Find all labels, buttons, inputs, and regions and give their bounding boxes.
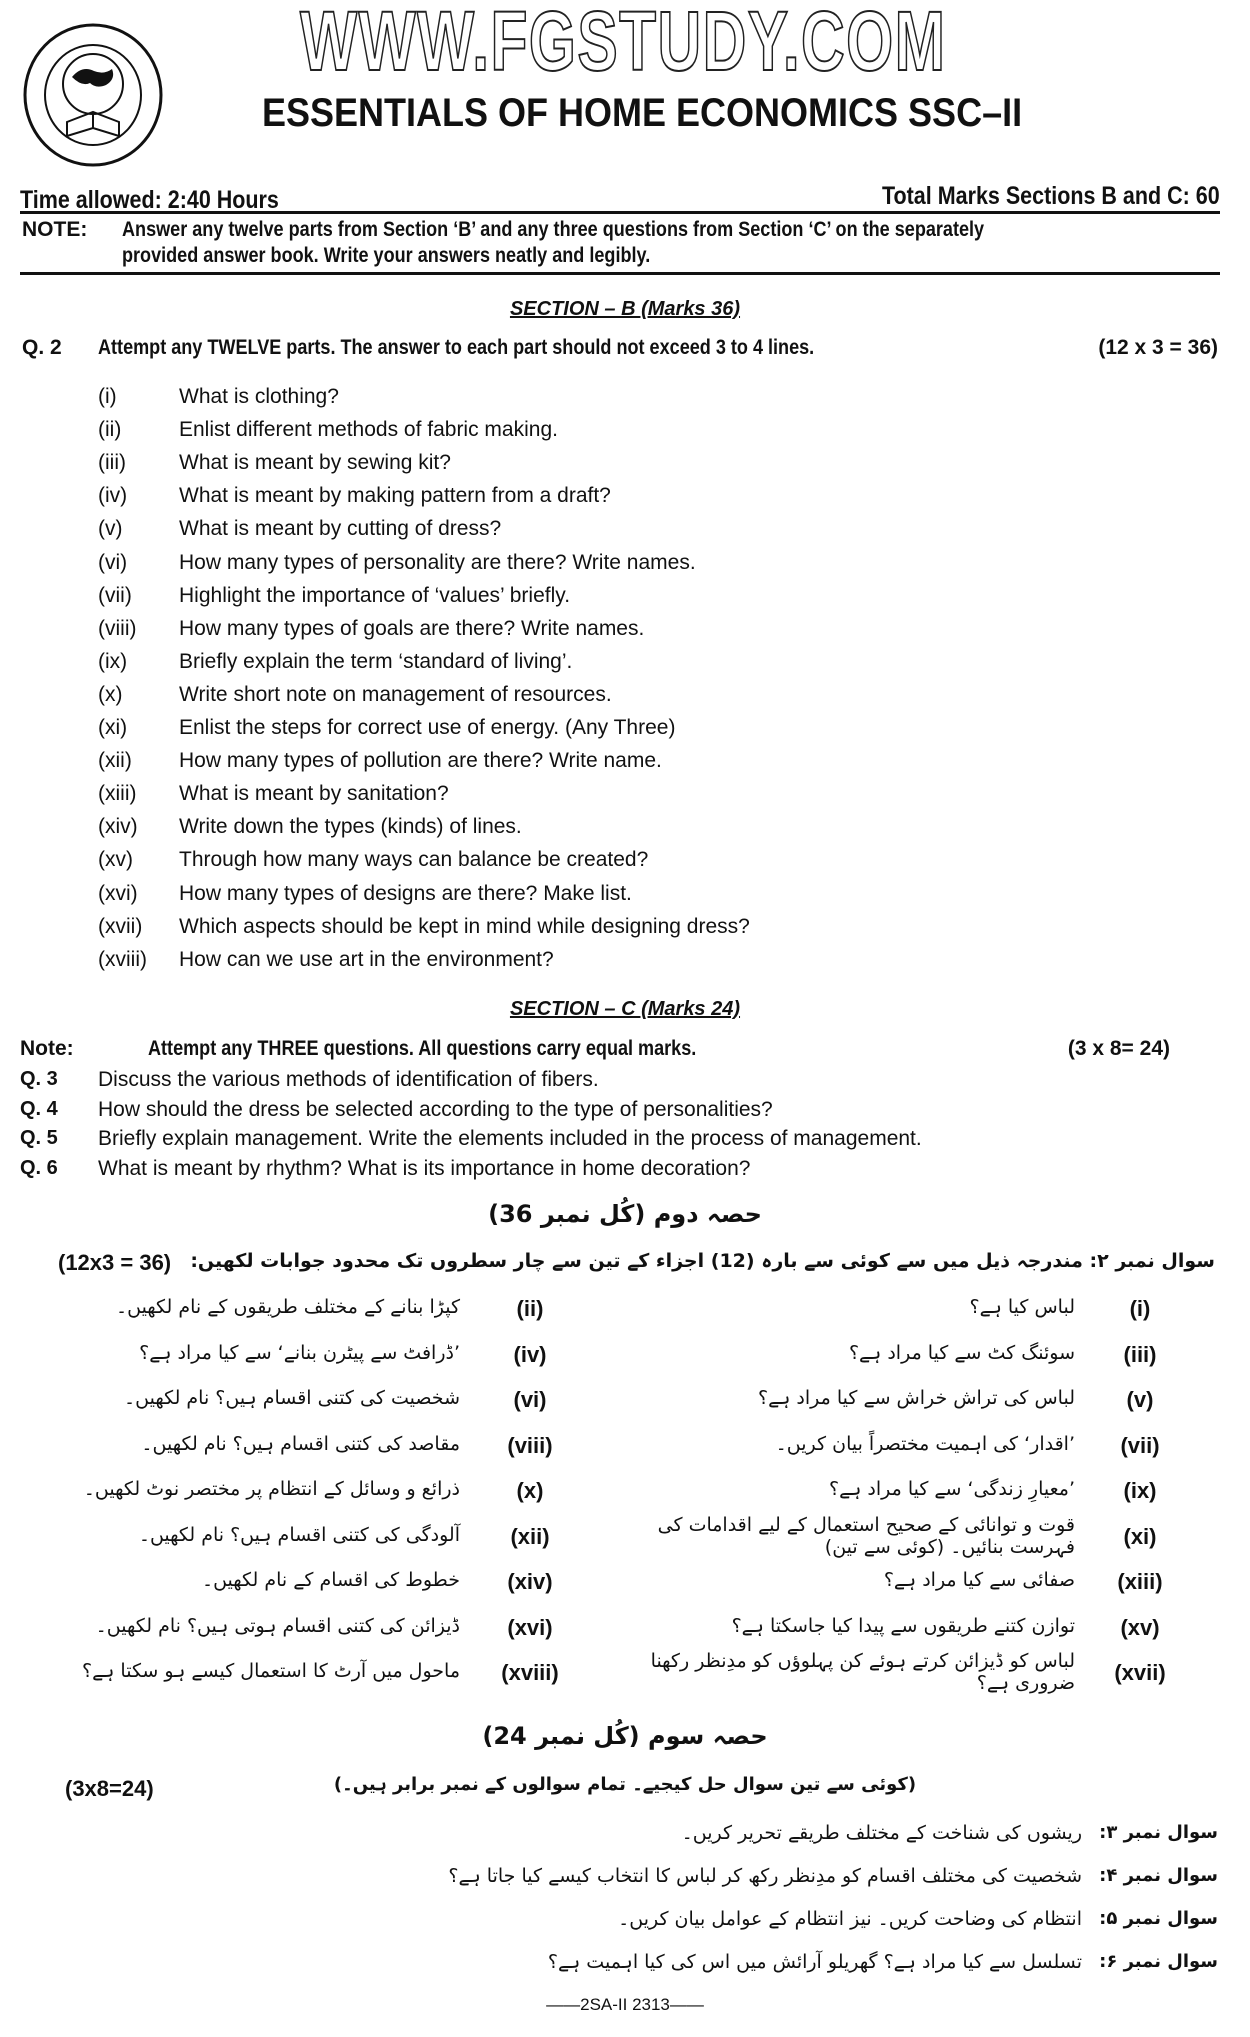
item-number: (xvii)	[98, 914, 143, 938]
item-text: Highlight the importance of ‘values’ briefly.	[179, 583, 571, 607]
question-text: What is meant by rhythm? What is its importance in home decoration?	[98, 1157, 751, 1181]
item-number: (viii)	[98, 616, 137, 640]
section-c-note-label: Note:	[20, 1037, 74, 1060]
urdu-item-number: (iii)	[1123, 1341, 1157, 1367]
item-text: What is meant by cutting of dress?	[179, 517, 502, 541]
item-number: (i)	[98, 385, 117, 408]
urdu-item-text: ذرائع و وسائل کے انتظام پر مختصر نوٹ لکھیں۔	[83, 1478, 460, 1500]
urdu-item-text: لباس کی تراش خراش سے کیا مراد ہے؟	[758, 1387, 1075, 1409]
total-marks: Total Marks Sections B and C: 60	[882, 182, 1220, 210]
item-text: Enlist the steps for correct use of energy. (Any Three)	[179, 716, 676, 739]
item-text: What is meant by sanitation?	[179, 782, 449, 806]
urdu-item-text: قوت و توانائی کے صحیح استعمال کے لیے اقدامات کی فہرست بنائیں۔ (کوئی سے تین)	[657, 1513, 1075, 1558]
paper-code-footer: ——2SA-II 2313——	[546, 1995, 704, 2014]
urdu-item-text: ’معیارِ زندگی‘ سے کیا مراد ہے؟	[828, 1478, 1075, 1500]
urdu-item-text: کپڑا بنانے کے مختلف طریقوں کے نام لکھیں۔	[115, 1296, 460, 1318]
urdu-item-number: (v)	[1126, 1387, 1154, 1412]
urdu-item-number: (xii)	[510, 1523, 550, 1549]
urdu-item-number: (ii)	[516, 1296, 544, 1321]
question-number: Q. 5	[20, 1127, 58, 1150]
item-text: Write down the types (kinds) of lines.	[179, 815, 522, 839]
urdu-item-text: مقاصد کی کتنی اقسام ہیں؟ نام لکھیں۔	[141, 1432, 460, 1455]
urdu-question-number: سوال نمبر ۴:	[1099, 1865, 1218, 1886]
item-number: (xiii)	[98, 782, 137, 806]
item-text: Write short note on management of resources.	[179, 682, 612, 706]
note-label: NOTE:	[22, 218, 88, 241]
divider	[20, 272, 1220, 275]
item-text: What is clothing?	[179, 385, 339, 408]
item-text: What is meant by sewing kit?	[179, 451, 451, 475]
urdu-item-number: (i)	[1129, 1296, 1151, 1321]
urdu-item-text: سوئنگ کٹ سے کیا مراد ہے؟	[848, 1341, 1075, 1364]
item-text: Which aspects should be kept in mind while designing dress?	[179, 914, 750, 938]
item-number: (xiv)	[98, 815, 138, 839]
urdu-item-number: (viii)	[507, 1432, 553, 1458]
item-text: Briefly explain the term ‘standard of living’.	[179, 649, 573, 673]
section-b-heading: SECTION – B (Marks 36)	[509, 298, 741, 320]
item-number: (xv)	[98, 848, 133, 872]
urdu-item-number: (xvii)	[1114, 1660, 1166, 1685]
item-number: (ix)	[98, 649, 128, 673]
board-logo-seal	[22, 22, 164, 168]
urdu-question-text: تسلسل سے کیا مراد ہے؟ گھریلو آرائش میں اس کی کیا اہمیت ہے؟	[547, 1951, 1082, 1973]
urdu-item-number: (vi)	[513, 1387, 547, 1412]
urdu-item-text: ماحول میں آرٹ کا استعمال کیسے ہو سکتا ہے؟	[82, 1660, 460, 1682]
urdu-item-number: (ix)	[1123, 1478, 1157, 1503]
urdu-item-text: صفائی سے کیا مراد ہے؟	[883, 1569, 1075, 1591]
urdu-section-b-heading: حصہ دوم (کُل نمبر 36)	[488, 1200, 762, 1228]
item-number: (vi)	[98, 550, 128, 574]
item-text: How many types of pollution are there? Write name.	[179, 749, 662, 773]
urdu-question-number: سوال نمبر ۵:	[1099, 1908, 1218, 1929]
urdu-q2-instruction: سوال نمبر ۲: مندرجہ ذیل میں سے کوئی سے بارہ (12) اجزاء کے تین سے چار سطروں تک محدود جوابات لکھیں:	[190, 1250, 1215, 1272]
urdu-item-text: شخصیت کی کتنی اقسام ہیں؟ نام لکھیں۔	[123, 1387, 460, 1409]
q2-marks: (12 x 3 = 36)	[1098, 336, 1218, 359]
urdu-item-number: (xv)	[1120, 1614, 1160, 1640]
item-text: What is meant by making pattern from a draft?	[179, 484, 611, 508]
time-allowed: Time allowed: 2:40 Hours	[20, 186, 279, 214]
item-number: (xvi)	[98, 881, 138, 905]
question-text: How should the dress be selected according to the type of personalities?	[98, 1097, 773, 1121]
note-line-2: provided answer book. Write your answers neatly and legibly.	[122, 244, 651, 267]
question-number: Q. 3	[20, 1068, 58, 1090]
urdu-item-number: (xvi)	[507, 1614, 553, 1640]
urdu-item-text: توازن کتنے طریقوں سے پیدا کیا جاسکتا ہے؟	[731, 1614, 1075, 1637]
item-text: How many types of personality are there? Write names.	[179, 550, 696, 574]
item-number: (x)	[98, 682, 123, 706]
item-number: (iv)	[98, 484, 128, 508]
urdu-item-text: لباس کو ڈیزائن کرتے ہوئے کن پہلوؤں کو مدِنظر رکھنا ضروری ہے؟	[650, 1650, 1075, 1694]
section-c-marks: (3 x 8= 24)	[1067, 1037, 1170, 1060]
urdu-question-number: سوال نمبر ۳:	[1099, 1822, 1218, 1843]
urdu-item-number: (x)	[516, 1478, 544, 1503]
urdu-question-text: ریشوں کی شناخت کے مختلف طریقے تحریر کریں۔	[681, 1822, 1082, 1844]
question-number: Q. 6	[20, 1157, 58, 1180]
urdu-question-text: انتظام کی وضاحت کریں۔ نیز انتظام کے عوامل بیان کریں۔	[618, 1908, 1082, 1930]
urdu-q2-marks: (12x3 = 36)	[58, 1250, 172, 1275]
item-text: Through how many ways can balance be created?	[179, 848, 649, 872]
urdu-item-number: (xi)	[1123, 1523, 1157, 1549]
question-number: Q. 4	[20, 1097, 58, 1120]
q2-label: Q. 2	[22, 336, 62, 359]
item-number: (iii)	[98, 451, 126, 475]
item-text: How many types of designs are there? Make list.	[179, 881, 632, 905]
urdu-question-text: شخصیت کی مختلف اقسام کو مدِنظر رکھ کر لباس کا انتخاب کیسے کیا جاتا ہے؟	[448, 1865, 1082, 1887]
item-number: (xviii)	[98, 947, 147, 971]
urdu-item-number: (iv)	[513, 1341, 547, 1367]
section-c-instruction: Attempt any THREE questions. All questions carry equal marks.	[148, 1037, 697, 1060]
urdu-item-number: (xiv)	[507, 1569, 553, 1594]
item-text: How many types of goals are there? Write names.	[179, 616, 645, 640]
section-c-heading: SECTION – C (Marks 24)	[509, 998, 741, 1020]
item-number: (xi)	[98, 716, 128, 739]
note-line-1: Answer any twelve parts from Section ‘B’ and any three questions from Section ‘C’ on the separately	[122, 218, 985, 241]
item-text: How can we use art in the environment?	[179, 947, 554, 971]
urdu-section-c-heading: حصہ سوم (کُل نمبر 24)	[482, 1722, 768, 1750]
q2-instruction: Attempt any TWELVE parts. The answer to each part should not exceed 3 to 4 lines.	[98, 336, 815, 359]
urdu-item-text: ’اقدار‘ کی اہمیت مختصراً بیان کریں۔	[775, 1432, 1075, 1455]
divider	[20, 211, 1220, 214]
exam-title: ESSENTIALS OF HOME ECONOMICS SSC–II	[262, 91, 1023, 135]
urdu-item-number: (xviii)	[501, 1660, 559, 1685]
urdu-question-number: سوال نمبر ۶:	[1099, 1951, 1218, 1972]
item-number: (v)	[98, 517, 123, 541]
urdu-section-c-instruction: (کوئی سے تین سوال حل کیجیے۔ تمام سوالوں کے نمبر برابر ہیں۔)	[333, 1774, 917, 1795]
item-number: (vii)	[98, 583, 132, 607]
urdu-item-text: ’ڈرافٹ سے پیٹرن بنانے‘ سے کیا مراد ہے؟	[139, 1341, 460, 1364]
urdu-item-number: (vii)	[1120, 1432, 1160, 1458]
watermark: WWW.FGSTUDY.COM	[300, 0, 947, 88]
urdu-item-number: (xiii)	[1117, 1569, 1163, 1594]
urdu-item-text: خطوط کی اقسام کے نام لکھیں۔	[201, 1569, 460, 1591]
question-text: Briefly explain management. Write the elements included in the process of management.	[98, 1127, 922, 1151]
item-number: (ii)	[98, 418, 122, 442]
urdu-item-text: آلودگی کی کتنی اقسام ہیں؟ نام لکھیں۔	[138, 1523, 460, 1546]
item-text: Enlist different methods of fabric making.	[179, 418, 558, 442]
urdu-item-text: لباس کیا ہے؟	[969, 1296, 1075, 1318]
urdu-item-text: ڈیزائن کی کتنی اقسام ہوتی ہیں؟ نام لکھیں۔	[95, 1614, 460, 1637]
urdu-section-c-marks: (3x8=24)	[65, 1776, 154, 1801]
question-text: Discuss the various methods of identification of fibers.	[98, 1068, 599, 1091]
item-number: (xii)	[98, 749, 132, 773]
